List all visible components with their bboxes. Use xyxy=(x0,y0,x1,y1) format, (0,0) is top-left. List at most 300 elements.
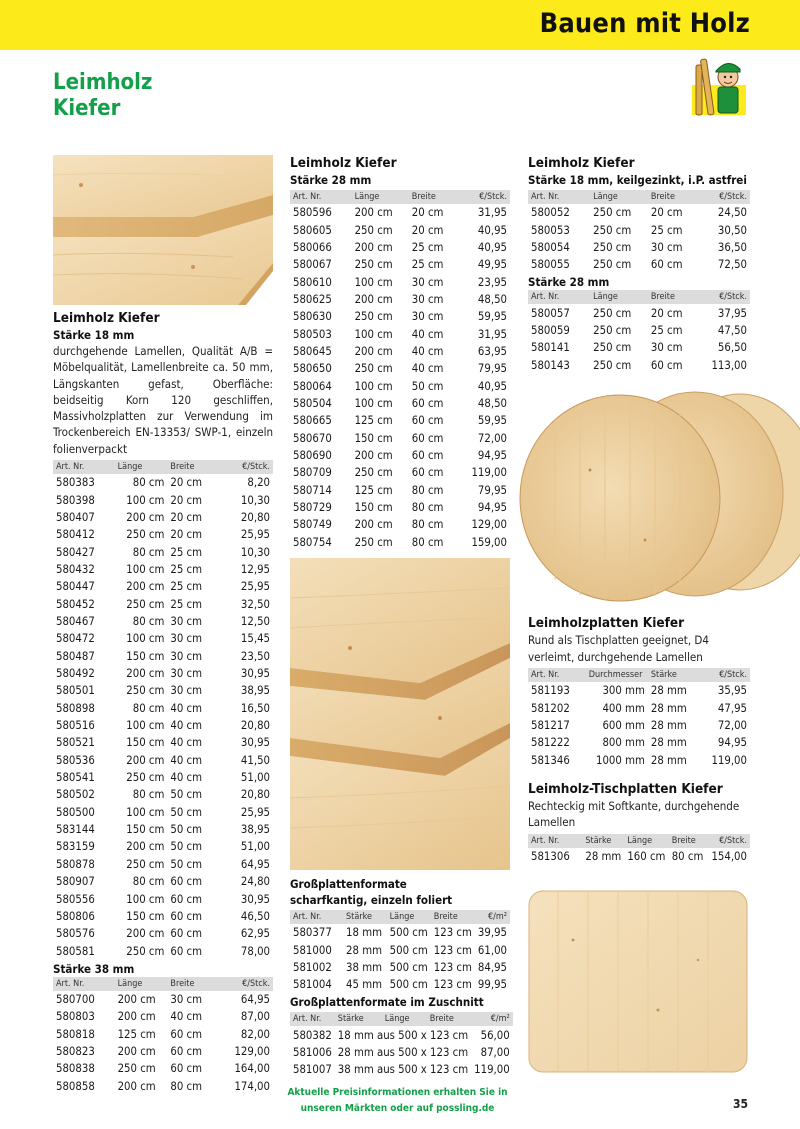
table-cell: 580501 xyxy=(56,684,95,698)
table-row xyxy=(290,464,510,481)
right-column xyxy=(528,155,750,374)
table-cell: 580907 xyxy=(56,875,95,889)
col-header: Länge xyxy=(115,977,168,991)
table-cell: 600 mm xyxy=(602,718,645,732)
table-cell: 50 cm xyxy=(170,840,203,854)
table-cell: 150 cm xyxy=(126,909,165,923)
left-title: Leimholz Kiefer xyxy=(53,310,160,326)
table-cell: 60 cm xyxy=(170,927,203,941)
col-header: €/Stck. xyxy=(462,190,510,204)
rund-title: Leimholzplatten Kiefer xyxy=(528,615,685,631)
table-cell: 119,00 xyxy=(711,753,747,767)
table-cell: 60 cm xyxy=(650,258,683,272)
table-cell: 250 cm xyxy=(593,223,632,237)
table-cell: 119,00 xyxy=(471,466,507,480)
table-cell: 50 cm xyxy=(170,823,203,837)
table-cell: 60 cm xyxy=(411,466,444,480)
table-cell: 30,95 xyxy=(240,667,270,681)
left-table xyxy=(53,460,273,960)
col-header: Breite xyxy=(648,190,701,204)
table-row xyxy=(53,1077,273,1094)
table-cell: 580382 xyxy=(293,1028,332,1042)
table-row xyxy=(528,339,750,356)
table-cell: 79,95 xyxy=(477,483,507,497)
table-cell: 250 cm xyxy=(354,466,393,480)
table-row xyxy=(53,578,273,595)
table-cell: 581006 xyxy=(293,1045,332,1059)
table-cell: 64,95 xyxy=(240,992,270,1006)
table-cell: 580645 xyxy=(293,344,332,358)
table-cell: 580838 xyxy=(56,1062,95,1076)
table-cell: 100 cm xyxy=(126,892,165,906)
table-row xyxy=(53,474,273,491)
table-cell: 200 cm xyxy=(117,1044,156,1058)
table-cell: 100 cm xyxy=(354,379,393,393)
table-cell: 80 cm xyxy=(132,545,165,559)
table-cell: 581002 xyxy=(293,960,332,974)
table-cell: 56,00 xyxy=(480,1028,510,1042)
table-row xyxy=(528,356,750,373)
table-cell: 38,95 xyxy=(240,823,270,837)
table-cell: 49,95 xyxy=(477,258,507,272)
table-cell: 580650 xyxy=(293,362,332,376)
board-stack-image xyxy=(290,558,510,870)
table-cell: 41,50 xyxy=(240,753,270,767)
table-cell: 200 cm xyxy=(354,240,393,254)
col-header: Stärke xyxy=(582,834,624,848)
table-cell: 80 cm xyxy=(671,849,704,863)
table-cell: 580729 xyxy=(293,501,332,515)
table-cell: 40 cm xyxy=(411,327,444,341)
table-cell: 580452 xyxy=(56,597,95,611)
table-cell: 15,45 xyxy=(240,632,270,646)
col-header: €/Stck. xyxy=(697,668,750,682)
table-cell: 200 cm xyxy=(126,667,165,681)
table-cell: 25,95 xyxy=(240,805,270,819)
table-cell: 580427 xyxy=(56,545,95,559)
table-cell: 150 cm xyxy=(126,736,165,750)
table-cell: 56,50 xyxy=(717,341,747,355)
col-header: Länge xyxy=(590,190,648,204)
table-cell: 60 cm xyxy=(411,414,444,428)
table-cell: 40 cm xyxy=(170,719,203,733)
table-cell: 12,50 xyxy=(240,615,270,628)
table-cell: 129,00 xyxy=(234,1044,270,1058)
table-cell: 250 cm xyxy=(593,358,632,372)
table-cell: 580472 xyxy=(56,632,95,646)
table-cell: 72,00 xyxy=(477,431,507,445)
table-row xyxy=(290,447,510,464)
table-cell: 60 cm xyxy=(170,892,203,906)
table-row xyxy=(290,1026,513,1043)
table-cell: 94,95 xyxy=(477,501,507,515)
middle-subtitle: Stärke 28 mm xyxy=(290,173,372,187)
table-cell: 580066 xyxy=(293,240,332,254)
table-cell: 500 cm xyxy=(389,960,428,974)
table-cell: 60 cm xyxy=(170,1062,203,1076)
table-cell: 500 cm xyxy=(389,943,428,957)
table-cell: 61,00 xyxy=(477,943,507,957)
table-cell: 250 cm xyxy=(593,240,632,254)
col-header: Länge xyxy=(115,460,168,474)
table-cell: 30,95 xyxy=(240,892,270,906)
left-subtitle: Stärke 18 mm xyxy=(53,328,135,342)
table-row xyxy=(290,959,510,976)
table-cell: 48,50 xyxy=(477,292,507,306)
table-cell: 200 cm xyxy=(126,927,165,941)
table-cell: 581007 xyxy=(293,1063,332,1077)
table-row xyxy=(53,1060,273,1077)
table-cell: 28 mm xyxy=(650,753,687,767)
table-cell: 580059 xyxy=(531,323,570,337)
table-row xyxy=(528,717,750,734)
table-row xyxy=(290,343,510,360)
table-cell: 250 cm xyxy=(126,944,165,958)
table-cell: 72,00 xyxy=(717,718,747,732)
table-cell: 100 cm xyxy=(126,493,165,507)
table-row xyxy=(290,499,510,516)
table-cell: 583159 xyxy=(56,840,95,854)
table-cell: 300 mm xyxy=(602,684,645,698)
table-cell: 28 mm aus 500 x 123 cm xyxy=(337,1045,469,1059)
table-cell: 28 mm xyxy=(650,736,687,750)
col-header: Breite xyxy=(167,977,220,991)
table-row xyxy=(290,360,510,377)
table-cell: 50 cm xyxy=(170,857,203,871)
table-cell: 35,95 xyxy=(717,684,747,698)
table-cell: 200 cm xyxy=(117,1079,156,1093)
table-cell: 580556 xyxy=(56,892,95,906)
table-cell: 150 cm xyxy=(126,649,165,663)
table-row xyxy=(53,526,273,543)
table-cell: 10,30 xyxy=(240,545,270,559)
table-cell: 20 cm xyxy=(170,476,203,490)
table-row xyxy=(528,751,750,768)
table-row xyxy=(53,648,273,665)
table-cell: 580823 xyxy=(56,1044,95,1058)
table-row xyxy=(290,429,510,446)
table-cell: 80 cm xyxy=(411,483,444,497)
table-cell: 80 cm xyxy=(411,535,444,549)
table-cell: 79,95 xyxy=(477,362,507,376)
zuschnitt-table xyxy=(290,1012,513,1078)
col-header: Art. Nr. xyxy=(528,190,590,204)
table-row xyxy=(53,908,273,925)
table-cell: 16,50 xyxy=(240,701,270,715)
table-row xyxy=(290,534,510,551)
table-cell: 581346 xyxy=(531,753,570,767)
table-cell: 150 cm xyxy=(354,431,393,445)
table-cell: 581222 xyxy=(531,736,570,750)
table-cell: 580536 xyxy=(56,753,95,767)
table-row xyxy=(290,291,510,308)
table-row xyxy=(53,509,273,526)
right-table-2 xyxy=(528,290,750,373)
tisch-title: Leimholz-Tischplatten Kiefer xyxy=(528,780,723,797)
gross-table xyxy=(290,910,510,993)
table-cell: 250 cm xyxy=(126,771,165,785)
table-row xyxy=(53,890,273,907)
table-row xyxy=(528,322,750,339)
table-cell: 40 cm xyxy=(170,771,203,785)
table-cell: 580630 xyxy=(293,310,332,324)
left-subtitle-2: Stärke 38 mm xyxy=(53,961,135,976)
table-cell: 200 cm xyxy=(117,992,156,1006)
table-cell: 51,00 xyxy=(240,771,270,785)
col-header: Stärke xyxy=(343,910,387,924)
table-cell: 580500 xyxy=(56,805,95,819)
table-cell: 30 cm xyxy=(411,275,444,289)
table-cell: 28 mm xyxy=(650,701,687,715)
table-cell: 200 cm xyxy=(354,292,393,306)
table-cell: 400 mm xyxy=(602,701,645,715)
table-cell: 250 cm xyxy=(354,223,393,237)
table-cell: 580700 xyxy=(56,992,95,1006)
table-row xyxy=(53,856,273,873)
col-header: Länge xyxy=(352,190,409,204)
table-cell: 580143 xyxy=(531,358,570,372)
table-cell: 40,95 xyxy=(477,223,507,237)
right-subtitle-2: Stärke 28 mm xyxy=(528,275,610,290)
table-cell: 60 cm xyxy=(411,431,444,445)
table-row xyxy=(53,630,273,647)
table-cell: 250 cm xyxy=(354,362,393,376)
table-cell: 10,30 xyxy=(240,493,270,507)
col-header: Art. Nr. xyxy=(53,460,115,474)
table-row xyxy=(53,769,273,786)
table-cell: 580055 xyxy=(531,258,570,272)
table-cell: 580878 xyxy=(56,857,95,871)
table-cell: 200 cm xyxy=(126,580,165,594)
table-cell: 60 cm xyxy=(170,1044,203,1058)
table-cell: 580858 xyxy=(56,1079,95,1093)
table-cell: 580610 xyxy=(293,275,332,289)
table-cell: 50 cm xyxy=(411,379,444,393)
table-row xyxy=(290,239,510,256)
table-row xyxy=(528,304,750,321)
table-cell: 40,95 xyxy=(477,240,507,254)
table-cell: 25 cm xyxy=(650,323,683,337)
table-cell: 581306 xyxy=(531,849,570,863)
table-row xyxy=(290,256,510,273)
table-cell: 150 cm xyxy=(354,501,393,515)
table-row xyxy=(290,941,510,958)
table-cell: 250 cm xyxy=(593,323,632,337)
table-cell: 580818 xyxy=(56,1027,95,1041)
table-cell: 40 cm xyxy=(411,344,444,358)
table-cell: 20 cm xyxy=(411,223,444,237)
table-cell: 64,95 xyxy=(240,857,270,871)
round-tabletops-image xyxy=(515,390,800,605)
table-row xyxy=(290,516,510,533)
table-cell: 50 cm xyxy=(170,788,203,802)
col-header: Länge xyxy=(382,1012,427,1026)
table-cell: 60 cm xyxy=(170,875,203,889)
table-row xyxy=(53,613,273,630)
table-cell: 500 cm xyxy=(389,926,428,940)
table-row xyxy=(290,412,510,429)
table-cell: 63,95 xyxy=(477,344,507,358)
table-row xyxy=(290,308,510,325)
table-cell: 25 cm xyxy=(411,240,444,254)
table-cell: 250 cm xyxy=(126,684,165,698)
gross-title-1: Großplattenformate xyxy=(290,877,407,891)
table-cell: 28 mm xyxy=(650,718,687,732)
right-table xyxy=(528,190,750,273)
table-row xyxy=(53,786,273,803)
table-cell: 580690 xyxy=(293,448,332,462)
col-header: Breite xyxy=(409,190,462,204)
table-cell: 59,95 xyxy=(477,310,507,324)
table-cell: 30 cm xyxy=(650,341,683,355)
table-cell: 47,50 xyxy=(717,323,747,337)
col-header: €/m² xyxy=(471,1012,513,1026)
table-cell: 31,95 xyxy=(477,327,507,341)
table-cell: 30,50 xyxy=(717,223,747,237)
page-number: 35 xyxy=(733,1097,749,1111)
table-cell: 80 cm xyxy=(411,518,444,532)
table-cell: 125 cm xyxy=(354,483,393,497)
table-cell: 250 cm xyxy=(354,535,393,549)
table-cell: 59,95 xyxy=(477,414,507,428)
rund-table xyxy=(528,668,750,769)
page-title: Leimholz Kiefer xyxy=(53,70,153,121)
rund-section xyxy=(528,615,750,865)
table-cell: 200 cm xyxy=(117,1010,156,1024)
table-cell: 580541 xyxy=(56,771,95,785)
table-cell: 250 cm xyxy=(593,306,632,320)
rund-description: Rund als Tischplatten geeignet, D4 verleimt, durchgehende Lamellen xyxy=(528,633,709,664)
table-cell: 40 cm xyxy=(411,362,444,376)
table-cell: 580521 xyxy=(56,736,95,750)
zuschnitt-title: Großplattenformate im Zuschnitt xyxy=(290,995,484,1010)
table-cell: 580377 xyxy=(293,926,332,940)
table-cell: 580447 xyxy=(56,580,95,594)
col-header: €/Stck. xyxy=(701,190,750,204)
col-header: €/Stck. xyxy=(701,290,750,304)
table-cell: 40 cm xyxy=(170,753,203,767)
col-header: Durchmesser xyxy=(586,668,648,682)
table-cell: 100 cm xyxy=(354,327,393,341)
table-cell: 160 cm xyxy=(627,849,666,863)
table-cell: 200 cm xyxy=(126,840,165,854)
table-cell: 37,95 xyxy=(717,306,747,320)
table-cell: 46,50 xyxy=(240,909,270,923)
table-cell: 174,00 xyxy=(234,1079,270,1093)
footer-note: Aktuelle Preisinformationen erhalten Sie in unseren Märkten oder auf possling.de xyxy=(287,1087,508,1114)
table-row xyxy=(290,976,510,993)
col-header: Stärke xyxy=(648,668,697,682)
table-row xyxy=(53,1008,273,1025)
col-header: Breite xyxy=(648,290,701,304)
table-cell: 25,95 xyxy=(240,580,270,594)
table-row xyxy=(290,325,510,342)
table-cell: 580502 xyxy=(56,788,95,802)
table-cell: 48,50 xyxy=(477,396,507,410)
table-cell: 123 cm xyxy=(433,926,472,940)
table-cell: 62,95 xyxy=(240,927,270,941)
table-row xyxy=(53,804,273,821)
table-cell: 580467 xyxy=(56,615,95,628)
table-cell: 25 cm xyxy=(170,562,203,576)
table-row xyxy=(290,377,510,394)
table-cell: 580625 xyxy=(293,292,332,306)
header-brand: Bauen mit Holz xyxy=(539,8,750,39)
table-cell: 30 cm xyxy=(170,615,203,628)
table-cell: 581202 xyxy=(531,701,570,715)
col-header: Länge xyxy=(387,910,431,924)
table-cell: 580407 xyxy=(56,510,95,524)
table-cell: 580714 xyxy=(293,483,332,497)
col-header: Stärke xyxy=(335,1012,382,1026)
table-cell: 250 cm xyxy=(126,528,165,542)
mascot-logo-icon xyxy=(690,55,748,117)
table-cell: 200 cm xyxy=(126,510,165,524)
table-cell: 32,50 xyxy=(240,597,270,611)
table-cell: 123 cm xyxy=(433,960,472,974)
table-cell: 60 cm xyxy=(650,358,683,372)
table-cell: 580398 xyxy=(56,493,95,507)
table-row xyxy=(53,734,273,751)
table-cell: 580581 xyxy=(56,944,95,958)
table-cell: 25 cm xyxy=(170,545,203,559)
table-cell: 18 mm xyxy=(346,926,382,940)
table-row xyxy=(53,991,273,1008)
table-cell: 20 cm xyxy=(170,510,203,524)
tisch-table xyxy=(528,834,750,865)
table-cell: 40 cm xyxy=(170,1010,203,1024)
table-row xyxy=(53,752,273,769)
col-header: Art. Nr. xyxy=(290,190,352,204)
table-cell: 94,95 xyxy=(477,448,507,462)
header-bar xyxy=(0,0,800,50)
table-cell: 580898 xyxy=(56,701,95,715)
table-cell: 60 cm xyxy=(170,944,203,958)
table-cell: 580665 xyxy=(293,414,332,428)
table-cell: 39,95 xyxy=(477,926,507,940)
table-cell: 30,95 xyxy=(240,736,270,750)
table-cell: 30 cm xyxy=(170,632,203,646)
table-cell: 40 cm xyxy=(170,736,203,750)
table-cell: 164,00 xyxy=(234,1062,270,1076)
table-cell: 30 cm xyxy=(170,992,203,1006)
table-cell: 30 cm xyxy=(411,292,444,306)
table-cell: 80 cm xyxy=(411,501,444,515)
col-header: €/Stck. xyxy=(708,834,750,848)
col-header: Länge xyxy=(590,290,648,304)
table-cell: 113,00 xyxy=(711,358,747,372)
table-cell: 583144 xyxy=(56,823,95,837)
table-cell: 250 cm xyxy=(117,1062,156,1076)
table-row xyxy=(528,848,750,865)
tisch-description: Rechteckig mit Softkante, durchgehende Lamellen xyxy=(528,798,740,830)
table-cell: 581217 xyxy=(531,718,570,732)
table-cell: 123 cm xyxy=(433,943,472,957)
table-cell: 20 cm xyxy=(650,206,683,220)
table-cell: 250 cm xyxy=(593,206,632,220)
table-cell: 40,95 xyxy=(477,379,507,393)
table-cell: 580492 xyxy=(56,667,95,681)
table-cell: 84,95 xyxy=(477,960,507,974)
table-cell: 20 cm xyxy=(411,206,444,220)
table-row xyxy=(53,717,273,734)
table-row xyxy=(290,1044,513,1061)
table-cell: 159,00 xyxy=(471,535,507,549)
table-cell: 100 cm xyxy=(354,275,393,289)
table-cell: 580432 xyxy=(56,562,95,576)
table-cell: 125 cm xyxy=(117,1027,156,1041)
table-cell: 200 cm xyxy=(354,518,393,532)
